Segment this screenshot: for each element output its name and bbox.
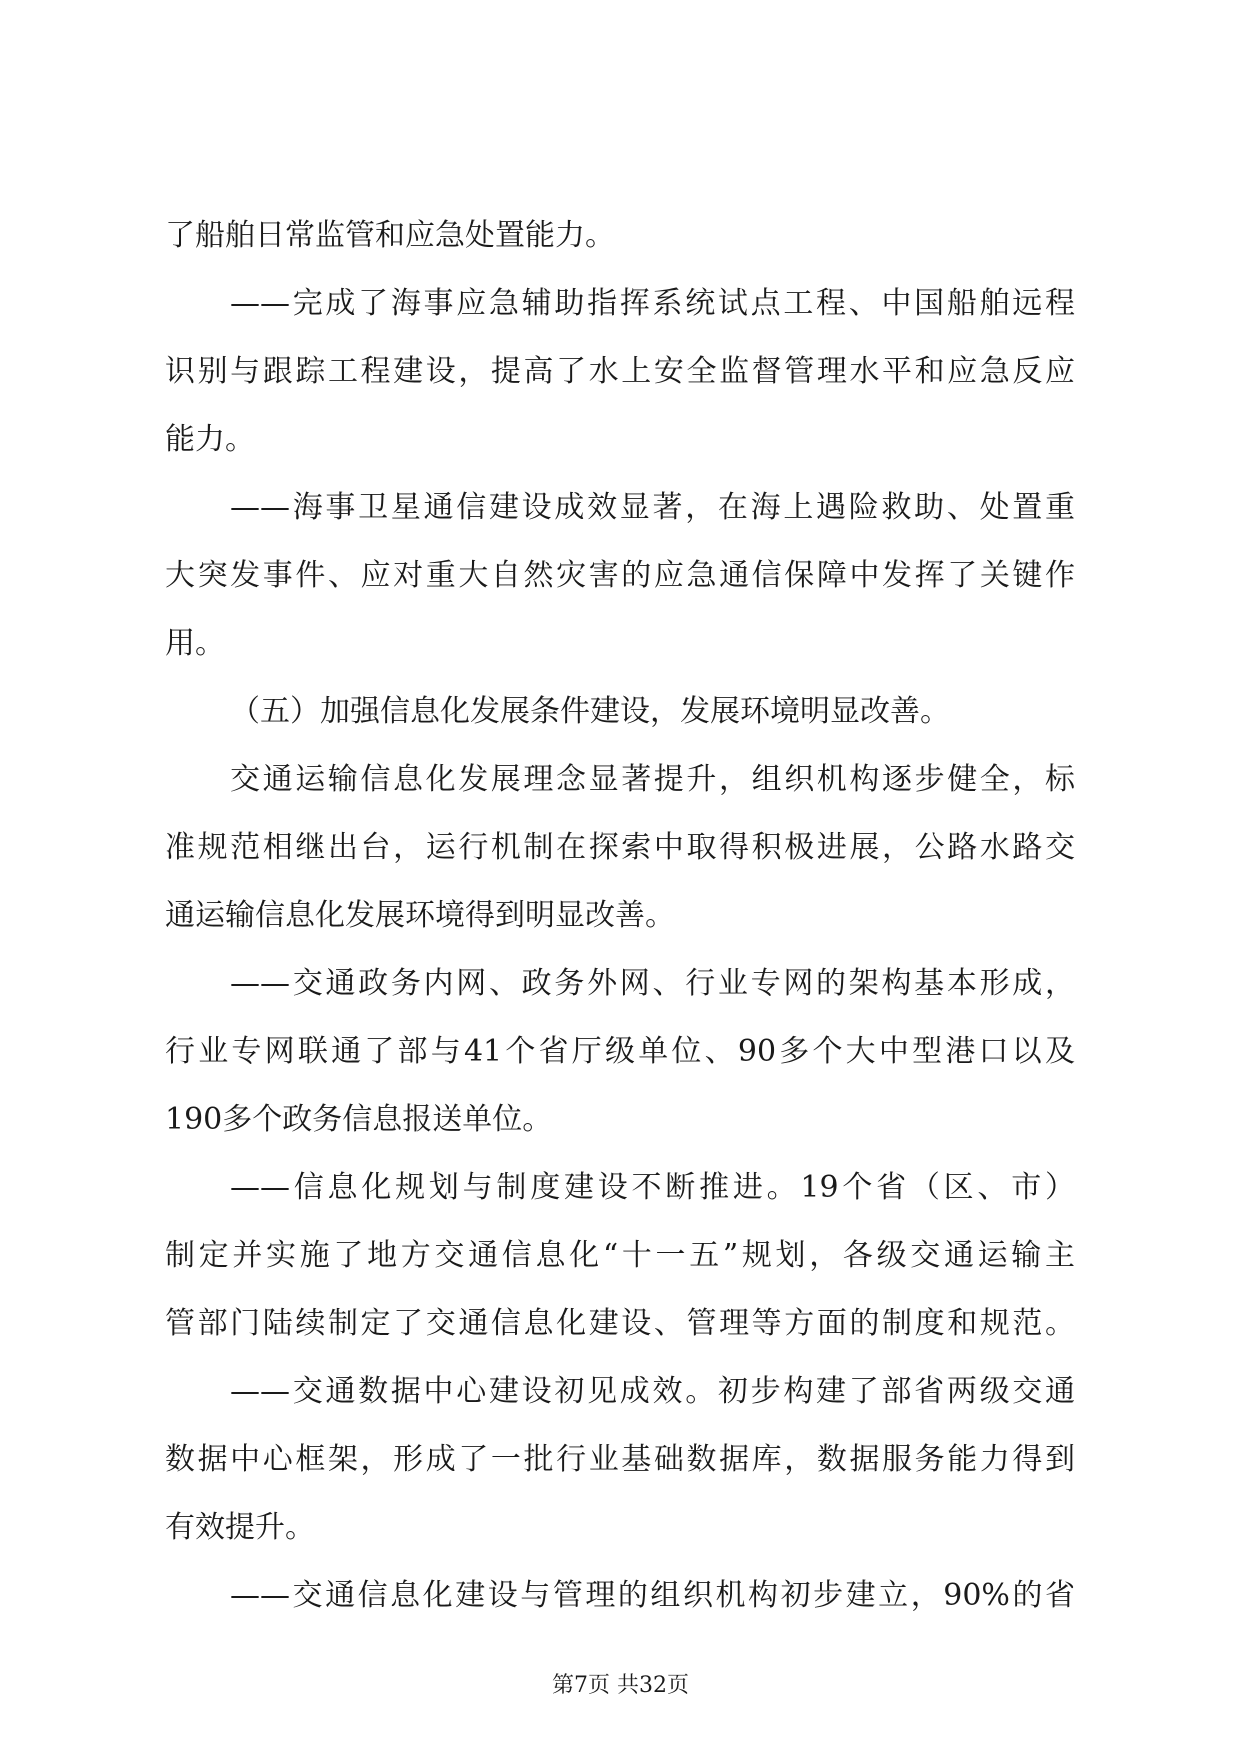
page-number-footer: 第7页 共32页	[552, 1673, 689, 1698]
text-line: 大突发事件、应对重大自然灾害的应急通信保障中发挥了关键作	[165, 558, 1075, 593]
text-line: 数据中心框架，形成了一批行业基础数据库，数据服务能力得到	[165, 1442, 1075, 1477]
text-line: 用。	[165, 626, 225, 661]
text-line: ——海事卫星通信建设成效显著，在海上遇险救助、处置重	[230, 490, 1075, 525]
text-line: ——交通政务内网、政务外网、行业专网的架构基本形成，	[230, 966, 1075, 1001]
text-line: ——完成了海事应急辅助指挥系统试点工程、中国船舶远程	[230, 286, 1075, 321]
text-line: 准规范相继出台，运行机制在探索中取得积极进展，公路水路交	[165, 830, 1075, 865]
text-line: 了船舶日常监管和应急处置能力。	[165, 218, 615, 253]
text-line: 有效提升。	[165, 1510, 315, 1545]
text-line: 识别与跟踪工程建设，提高了水上安全监督管理水平和应急反应	[165, 354, 1075, 389]
text-line: 190多个政务信息报送单位。	[165, 1102, 553, 1137]
text-line: 能力。	[165, 422, 255, 457]
text-line: 行业专网联通了部与41个省厅级单位、90多个大中型港口以及	[165, 1034, 1075, 1069]
text-line: ——交通信息化建设与管理的组织机构初步建立，90%的省	[230, 1578, 1075, 1613]
section-heading: （五）加强信息化发展条件建设，发展环境明显改善。	[230, 694, 950, 729]
text-line: 交通运输信息化发展理念显著提升，组织机构逐步健全，标	[230, 762, 1075, 797]
text-line: 制定并实施了地方交通信息化“十一五”规划，各级交通运输主	[165, 1238, 1075, 1273]
text-line: 通运输信息化发展环境得到明显改善。	[165, 898, 675, 933]
text-line: 管部门陆续制定了交通信息化建设、管理等方面的制度和规范。	[165, 1306, 1075, 1341]
text-line: ——信息化规划与制度建设不断推进。19个省（区、市）	[230, 1170, 1075, 1205]
text-line: ——交通数据中心建设初见成效。初步构建了部省两级交通	[230, 1374, 1075, 1409]
